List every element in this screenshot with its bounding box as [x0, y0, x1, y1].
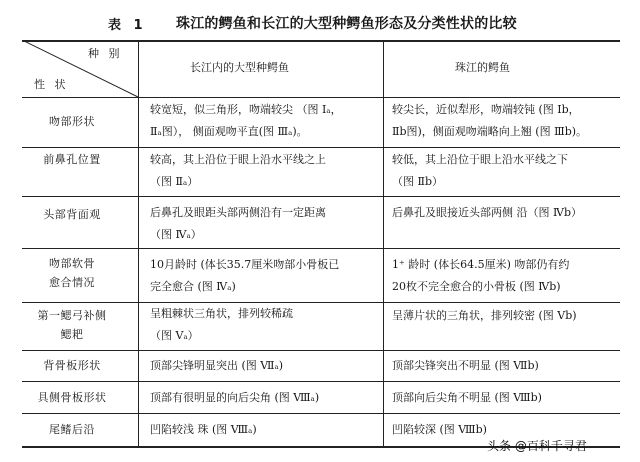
row-cell-pearl: 1⁺ 龄时 (体长64.5厘米) 吻部仍有约	[392, 258, 570, 271]
row-label: 前鼻孔位置	[43, 153, 101, 166]
row-label: 吻部形状	[49, 115, 95, 128]
table-title: 珠江的鳄鱼和长江的大型种鳄鱼形态及分类性状的比较	[176, 16, 517, 32]
row-label: 具侧骨板形状	[37, 391, 107, 404]
col-rule-2	[383, 40, 384, 448]
table-title-row	[0, 0, 640, 36]
row-cell-yangtze: 后鼻孔及眼距头部两侧沿有一定距离	[150, 206, 326, 219]
row-rule-5	[22, 350, 620, 351]
row-cell-pearl: 顶部向后尖角不明显 (图 Ⅷb)	[392, 391, 542, 404]
row-cell-yangtze: （图 Ⅳₐ）	[150, 228, 202, 241]
row-cell-pearl: 较低，其上沿位于眼上沿水平线之下	[392, 153, 568, 166]
row-cell-yangtze: （图 Ⅱₐ）	[150, 175, 199, 188]
row-cell-pearl: 20枚不完全愈合的小骨板 (图 Ⅳb)	[392, 280, 561, 293]
row-cell-yangtze: 凹陷较浅 珠 (图 Ⅷₐ)	[150, 423, 257, 436]
header-col-pearl: 珠江的鳄鱼	[455, 61, 510, 74]
row-label: 第一鳃弓补侧 鳃耙	[37, 309, 107, 341]
row-cell-yangtze: 10月龄时 (体长35.7厘米吻部小骨板已	[150, 258, 340, 271]
row-label: 背骨板形状	[43, 359, 101, 372]
row-cell-pearl: 较尖长，近似犁形，吻端较钝 (图 Ⅰb，	[392, 103, 580, 116]
row-label: 吻部软骨 愈合情况	[49, 257, 95, 289]
row-rule-3	[22, 248, 620, 249]
row-label: 头部背面观	[43, 208, 101, 221]
row-cell-yangtze: 完全愈合 (图 Ⅳₐ)	[150, 280, 236, 293]
row-cell-pearl: Ⅱb图)，侧面观吻端略向上翘 (图 Ⅲb)。	[392, 125, 588, 138]
col-rule-1	[138, 40, 139, 448]
row-rule-7	[22, 413, 620, 414]
row-rule-6	[22, 381, 620, 382]
header-col-yangtze: 长江内的大型种鳄鱼	[190, 61, 289, 74]
row-rule-4	[22, 302, 620, 303]
row-cell-pearl: 顶部尖锋突出不明显 (图 Ⅶb)	[392, 359, 539, 372]
row-cell-yangtze: Ⅱₐ图）， 侧面观吻平直(图 Ⅲₐ)。	[150, 125, 308, 138]
row-cell-yangtze: 顶部尖锋明显突出 (图 Ⅶₐ)	[150, 359, 284, 372]
row-cell-yangtze: 较高，其上沿位于眼上沿水平线之上	[150, 153, 326, 166]
row-cell-yangtze: （图 Ⅴₐ）	[150, 329, 199, 342]
header-trait: 性 状	[34, 78, 69, 91]
row-cell-pearl: 呈薄片状的三角状，排列较密 (图 Ⅴb)	[392, 309, 577, 322]
header-species: 种 别	[88, 47, 123, 60]
row-cell-pearl: 后鼻孔及眼接近头部两侧 沿（图 Ⅳb）	[392, 206, 583, 219]
watermark: 头条 @百科千寻君	[487, 439, 587, 453]
row-cell-pearl: 凹陷较深 (图 Ⅷb)	[392, 423, 487, 436]
table-number: 表 1	[108, 18, 147, 33]
row-cell-yangtze: 顶部有很明显的向后尖角 (图 Ⅷₐ)	[150, 391, 320, 404]
row-cell-yangtze: 较宽短，似三角形，吻端较尖 （图 Ⅰₐ，	[150, 103, 342, 116]
row-cell-pearl: （图 Ⅱb）	[392, 175, 444, 188]
row-label: 尾鳍后沿	[49, 423, 95, 436]
row-cell-yangtze: 呈粗棘状三角状，排列较稀疏	[150, 307, 293, 320]
